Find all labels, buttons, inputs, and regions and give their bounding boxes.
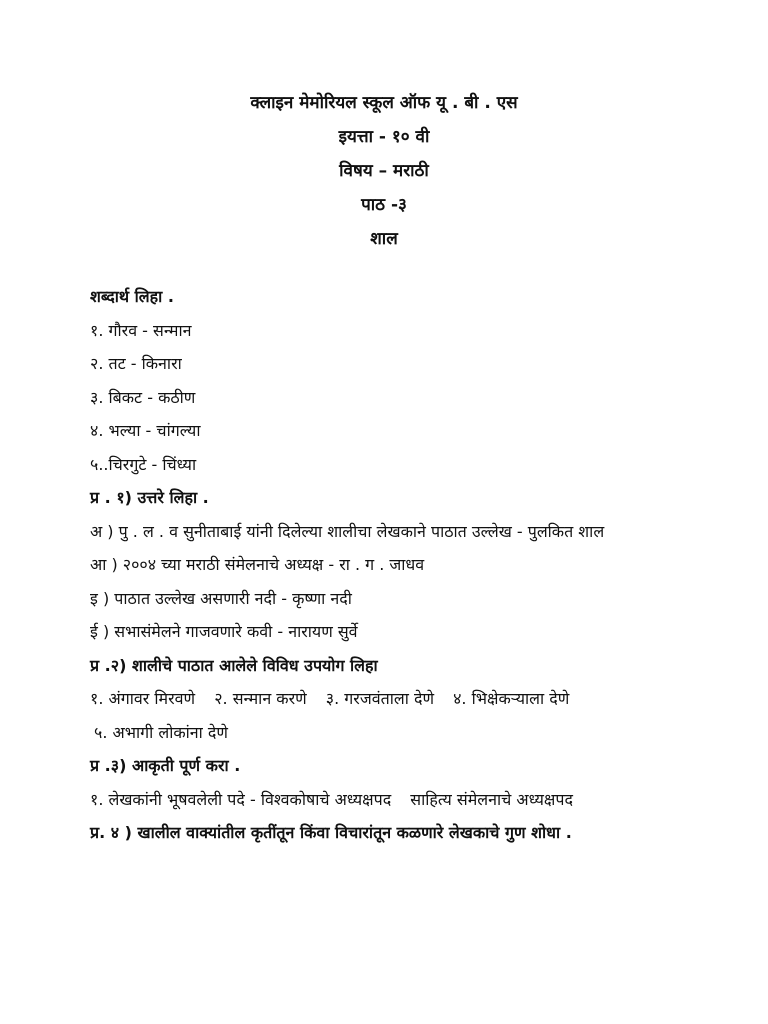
q3-label: १. लेखकांनी भूषवलेली पदे - विश्वकोषाचे अध्यक्षपद bbox=[90, 789, 392, 809]
q1-answer: इ ) पाठात उल्लेख असणारी नदी - कृष्णा नदी bbox=[90, 588, 352, 608]
word-item: ४. भल्या - चांगल्या bbox=[90, 421, 201, 440]
q4-heading: प्र. ४ ) खालील वाक्यांतील कृतींतून किंवा विचारांतून कळणारे लेखकाचे गुण शोधा . bbox=[90, 823, 572, 842]
q2-heading: प्र .२) शालीचे पाठात आलेले विविध उपयोग लिहा bbox=[90, 655, 378, 675]
word-item: ५..चिरगुटे - चिंध्या bbox=[90, 454, 197, 474]
lesson-line: पाठ -३ bbox=[361, 195, 407, 215]
q2-use: ३. गरजवंताला देणे bbox=[325, 689, 435, 708]
q2-use: ४. भिक्षेकऱ्याला देणे bbox=[453, 689, 570, 708]
grade-line: इयत्ता - १० वी bbox=[338, 127, 430, 147]
subject-line: विषय – मराठी bbox=[339, 161, 429, 181]
q1-answer: ई ) सभासंमेलने गाजवणारे कवी - नारायण सुर्वे bbox=[90, 622, 358, 641]
q2-uses-row bbox=[90, 688, 680, 710]
words-heading: शब्दार्थ लिहा . bbox=[90, 287, 174, 306]
q1-answer: आ ) २००४ च्या मराठी संमेलनाचे अध्यक्ष - रा . ग . जाधव bbox=[90, 555, 425, 574]
word-item: ३. बिकट - कठीण bbox=[90, 387, 196, 407]
document-body bbox=[90, 286, 680, 856]
q3-row bbox=[90, 789, 680, 811]
school-name: क्लाइन मेमोरियल स्कूल ऑफ यू . बी . एस bbox=[250, 93, 518, 113]
lesson-title: शाल bbox=[370, 229, 398, 249]
q1-heading: प्र . १) उत्तरे लिहा . bbox=[90, 488, 209, 507]
word-item: २. तट - किनारा bbox=[90, 354, 182, 373]
q1-answer: अ ) पु . ल . व सुनीताबाई यांनी दिलेल्या शालीचा लेखकाने पाठात उल्लेख - पुलकित शाल bbox=[90, 521, 605, 541]
q2-use: १. अंगावर मिरवणे bbox=[90, 689, 196, 708]
q3-extra: साहित्य संमेलनाचे अध्यक्षपद bbox=[410, 789, 573, 809]
word-item: १. गौरव - सन्मान bbox=[90, 320, 192, 340]
q2-use-extra: ५. अभागी लोकांना देणे bbox=[94, 722, 228, 742]
document-header bbox=[0, 86, 768, 256]
q2-use: २. सन्मान करणे bbox=[214, 689, 307, 708]
q3-heading: प्र .३) आकृती पूर्ण करा . bbox=[90, 756, 241, 775]
